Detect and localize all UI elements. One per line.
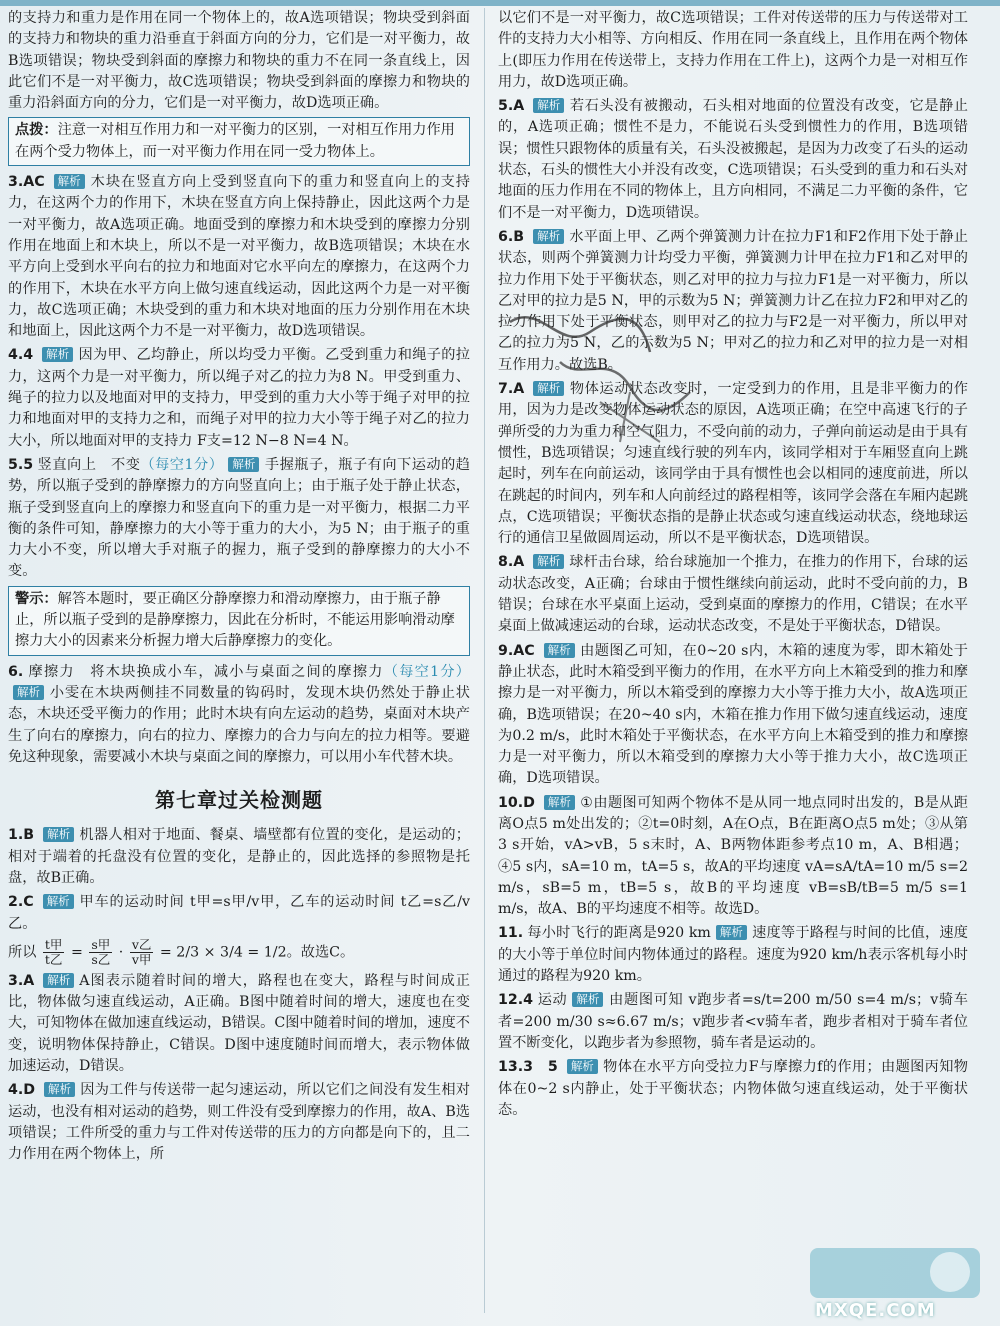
analysis-tag: 解析 — [567, 1059, 598, 1074]
chapter-heading: 第七章过关检测题 — [155, 788, 323, 813]
r-answer-9 — [498, 641, 968, 790]
answer-4 — [8, 345, 470, 451]
right-column — [498, 8, 968, 1124]
r-answer-8-label: 8.A — [498, 554, 525, 571]
r-answer-8-text: 球杆击台球，给台球施加一个推力，在推力的作用下，台球的运动状态改变，A正确；台球由于惯性继续向前运动，此时不受向前的力，B错误；台球在水平桌面上运动，受到桌面的摩擦力的作用，C错误；在水平桌面上做减速运动的台球，运动状态改变，不是处于平衡状态，D错误。 — [498, 554, 968, 635]
chapter-answer-3-text: A图表示随着时间的增大，路程也在变大，路程与时间成正比，物体做匀速直线运动，A正确。B图中随着时间的增大，速度也在变大，可知物体在做加速直线运动，B错误。C图中随着时间的增加，速度不变，说明物体保持静止，C错误。D图中速度随时间而增大，表示物体做加速运动，D错误。 — [8, 972, 470, 1075]
chapter-answer-4-text: 因为工件与传送带一起匀速运动，所以它们之间没有发生相对运动，也没有相对运动的趋势，则工件没有受到摩擦力的作用，故A、B选项错误；工件所受的重力与工件对传送带的压力的方向都是向下的，且二力作用在两个物体上，所 — [8, 1082, 470, 1163]
answer-3-label: 3.AC — [8, 174, 45, 191]
r-answer-7 — [498, 379, 968, 549]
chapter-answer-1-label: 1.B — [8, 827, 35, 844]
analysis-tag: 解析 — [43, 894, 74, 909]
r-answer-7-text: 物体运动状态改变时，一定受到力的作用，且是非平衡力的作用，因为力是改变物体运动状态的原因，A选项正确；在空中高速飞行的子弹所受的力为重力和空气阻力，不受向前的动力，子弹向前运动是由于具有惯性，B选项错误；匀速直线行驶的列车内，该同学相对于车厢竖直向上跳起时，列车在向前运动，该同学由于具有惯性也会以相同的速度前进，所以在跳起的时间内，列车和人向前经过的路程相等，该同学会落在车厢内起跳点，C选项错误；平衡状态指的是静止状态或匀速直线运动状态，绕地球运行的通信卫星做圆周运动，所以不是平衡状态，D选项错误。 — [498, 381, 968, 547]
r-answer-6-text: 水平面上甲、乙两个弹簧测力计在拉力F1和F2作用下处于静止状态，则两个弹簧测力计均受力平衡，弹簧测力计甲在拉力F1和乙对甲的拉力作用下处于平衡状态，则乙对甲的拉力与拉力F1是一对平衡力，所以乙对甲的拉力是5 N，甲的示数为5 N；弹簧测力计乙在拉力F2和甲对乙的拉力作用下处于平衡状态，则甲对乙的拉力与F2是一对平衡力，所以甲对乙的拉力为5 N，乙的示数为5 N；甲对乙的拉力和乙对甲的拉力是一对相互作用力。故选B。 — [498, 228, 968, 373]
formula-so: 所以 — [8, 944, 37, 961]
chapter-answer-4 — [8, 1080, 470, 1165]
answer-6-blank: 摩擦力 将木块换成小车，减小与桌面之间的摩擦力 — [27, 663, 384, 680]
right-para-1: 以它们不是一对平衡力，故C选项错误；工件对传送带的压力与传送带对工件的支持力大小相等、方向相反、作用在同一条直线上，且作用在两个物体上(即压力作用在传送带上，支持力作用在工件上)，这两个力是一对相互作用力，故D选项正确。 — [498, 10, 968, 90]
chapter-answer-2-text: 甲车的运动时间 t甲=s甲/v甲，乙车的运动时间 t乙=s乙/v乙。 — [8, 894, 470, 932]
r-answer-7-label: 7.A — [498, 381, 525, 398]
chapter-answer-2 — [8, 892, 470, 935]
r-answer-9-label: 9.AC — [498, 642, 535, 659]
warning-text: 解答本题时，要正确区分静摩擦力和滑动摩擦力，由于瓶子静止，所以瓶子受到的是静摩擦力，因此在分析时，不能运用影响滑动摩擦力大小的因素来分析握力增大后静摩擦力的变化。 — [15, 590, 455, 650]
r-answer-10-label: 10.D — [498, 794, 535, 811]
r-answer-8 — [498, 552, 968, 637]
analysis-tag: 解析 — [43, 827, 74, 842]
watermark-text: MXQE.COM — [815, 1300, 936, 1321]
answer-4-text: 因为甲、乙均静止，所以均受力平衡。乙受到重力和绳子的拉力，这两个力是一对平衡力，所以绳子对乙的拉力为8 N。甲受到重力、绳子的拉力以及地面对甲的支持力，甲受到的重力大小等于绳子对甲的拉力和地面对甲的支持力之和，而绳子对甲的拉力大小等于绳子对乙的拉力大小，所以地面对甲的支持力 F支=12 N−8 N=4 N。 — [8, 347, 470, 449]
fraction-s-ratio: s甲 s乙 — [91, 936, 111, 967]
fraction-v-ratio: v乙 v甲 — [131, 936, 152, 967]
warning-box — [8, 586, 470, 656]
left-para-1: 的支持力和重力是作用在同一个物体上的，故A选项错误；物块受到斜面的支持力和物块的重力沿垂直于斜面方向的分力，它们是一对平衡力，故B选项错误；物块受到斜面的摩擦力和物块的重力不在同一条直线上，因此它们不是一对平衡力，故C选项错误；物块受到斜面的摩擦力和物块的重力沿斜面方向的分力，它们是一对平衡力，故D选项正确。 — [8, 10, 470, 112]
analysis-tag: 解析 — [572, 992, 603, 1007]
r-answer-9-text: 由题图乙可知，在0~20 s内，木箱的速度为零，即木箱处于静止状态，此时木箱受到平衡力的作用，在水平方向上木箱受到的推力和摩擦力是一对平衡力，所以木箱受到的摩擦力大小等于推力大小，故A选项正确，B选项错误；在20~40 s内，木箱在推力作用下做匀速直线运动，速度为0.2 m/s，此时木箱处于平衡状态，在水平方向上木箱受到的推力和摩擦力是一对平衡力，所以木箱受到的摩擦力大小等于推力大小，故C选项正确，D选项错误。 — [498, 642, 968, 787]
fraction-t-ratio: t甲 t乙 — [44, 936, 63, 967]
r-answer-6-label: 6.B — [498, 228, 525, 245]
r-answer-12 — [498, 990, 968, 1054]
answer-5-text: 手握瓶子，瓶子有向下运动的趋势，所以瓶子受到的静摩擦力的方向竖直向上；由于瓶子处于静止状态，瓶子受到竖直向上的摩擦力和竖直向下的重力是一对平衡力，根据二力平衡的条件可知，静摩擦力的大小等于重力的大小，为5 N；由于瓶子的重力大小不变，所以增大手对瓶子的握力，瓶子受到的静摩擦力的大小不变。 — [8, 456, 470, 580]
left-column — [8, 8, 470, 1169]
ratio-formula: 所以 t甲 t乙 = s甲 s乙 · v乙 v甲 = 2/3 × 3/4 = 1/2。故选C。 — [8, 936, 355, 967]
r-answer-12-blank: 运动 — [537, 992, 568, 1009]
r-answer-12-text: 由题图可知 v跑步者=s/t=200 m/50 s=4 m/s；v骑车者=200 m/30 s≈6.67 m/s；v跑步者<v骑车者，跑步者相对于骑车者位置不断变化，以跑步者为参照物，骑车者是运动的。 — [498, 992, 968, 1051]
answer-5-note: （每空1分） — [140, 456, 224, 473]
answer-4-label: 4.4 — [8, 347, 34, 364]
answer-6 — [8, 662, 470, 768]
r-answer-6 — [498, 227, 968, 376]
r-answer-11-blank: 每小时飞行的距离是920 km — [527, 925, 711, 942]
analysis-tag: 解析 — [533, 229, 564, 244]
chapter-answer-1-text: 机器人相对于地面、餐桌、墙壁都有位置的变化，是运动的；相对于端着的托盘没有位置的变化，是静止的，因此选择的参照物是托盘，故B正确。 — [8, 827, 470, 886]
analysis-tag: 解析 — [13, 685, 44, 700]
r-answer-13 — [498, 1057, 968, 1121]
tip-keyword: 点拨： — [15, 122, 58, 139]
warning-keyword: 警示： — [15, 590, 58, 607]
analysis-tag: 解析 — [54, 174, 85, 189]
analysis-tag: 解析 — [533, 381, 564, 396]
answer-6-text: 小雯在木块两侧挂不同数量的钩码时，发现木块仍然处于静止状态，木块还受平衡力的作用；此时木块有向左运动的趋势，桌面对木块产生了向右的摩擦力，向右的拉力、摩擦力的合力与向左的拉力相等。要避免这种现象，需要减小木块与桌面之间的摩擦力，可以用小车代替木块。 — [8, 684, 470, 765]
r-answer-10 — [498, 793, 968, 921]
answer-6-note: （每空1分） — [383, 663, 470, 680]
r-answer-13-label: 13.3 5 — [498, 1059, 558, 1076]
analysis-tag: 解析 — [228, 457, 259, 472]
answer-3-text: 木块在竖直方向上受到竖直向下的重力和竖直向上的支持力，在这两个力的作用下，木块在竖直方向上保持静止，因此这两个力是一对平衡力，故A选项正确。地面受到的摩擦力和木块受到的摩擦力分别作用在地面上和木块上，所以不是一对平衡力，故B选项错误；木块在水平方向上受到水平向右的拉力和地面对它水平向左的摩擦力，在这两个力的作用下，木块在水平方向上做匀速直线运动，因此这两个力是一对平衡力，故C选项正确；木块受到的重力和木块对地面的压力分别作用在木块和地面上，因此这两个力不是一对平衡力，故D选项错误。 — [8, 174, 470, 340]
top-bar — [0, 0, 1000, 6]
chapter-answer-4-label: 4.D — [8, 1082, 36, 1099]
r-answer-5-label: 5.A — [498, 98, 525, 115]
r-answer-5-text: 若石头没有被搬动，石头相对地面的位置没有改变，它是静止的，A选项正确；惯性不是力，不能说石头受到惯性力的作用，B选项错误；惯性只跟物体的质量有关，石头没被搬起，是因为力改变了石头的运动状态，石头的惯性大小并没有改变，C选项错误；石头受到的重力和石头对地面的压力作用在不同的物体上，且方向相同，不满足二力平衡的条件，它们不是一对平衡力，D选项错误。 — [498, 98, 968, 221]
r-answer-5 — [498, 96, 968, 224]
analysis-tag: 解析 — [44, 1082, 75, 1097]
answer-6-label: 6. — [8, 663, 24, 680]
analysis-tag: 解析 — [42, 347, 73, 362]
analysis-tag: 解析 — [533, 554, 564, 569]
r-answer-10-text: ①由题图可知两个物体不是从同一地点同时出发的，B是从距离O点5 m处出发的；②t=0时刻，A在O点，B在距离O点5 m处；③从第3 s开始，vA>vB，5 s末时，A、B两物体距参考点10 m，A、B相遇；④5 s内，sA=10 m，tA=5 s，故A的平均速度 vA=sA/tA=10 m/5 s=2 m/s，sB=5 m，tB=5 s，故B的平均速度 vB=sB/tB=5 m/5 s=1 m/s，故A、B的平均速度不相等。故选D。 — [498, 794, 968, 918]
r-answer-12-label: 12.4 — [498, 992, 534, 1009]
analysis-tag: 解析 — [716, 925, 747, 940]
formula-result: = 2/3 × 3/4 = 1/2。故选C。 — [159, 944, 355, 961]
tip-box — [8, 117, 470, 166]
analysis-tag: 解析 — [544, 795, 575, 810]
r-answer-11 — [498, 923, 968, 987]
chapter-answer-1 — [8, 825, 470, 889]
answer-5-label: 5.5 — [8, 456, 34, 473]
chapter-answer-3-label: 3.A — [8, 972, 35, 989]
analysis-tag: 解析 — [544, 643, 575, 658]
column-divider — [484, 8, 485, 1313]
answer-5-blank: 竖直向上 不变 — [37, 456, 141, 473]
r-answer-11-text: 速度等于路程与时间的比值，速度的大小等于单位时间内物体通过的路程。速度为920 km/h表示客机每小时通过的路程为920 km。 — [498, 925, 968, 985]
r-answer-11-label: 11. — [498, 925, 524, 942]
chapter-answer-2-label: 2.C — [8, 894, 34, 911]
analysis-tag: 解析 — [533, 98, 564, 113]
answer-3 — [8, 172, 470, 342]
answer-5 — [8, 455, 470, 583]
r-answer-13-text: 物体在水平方向受拉力F与摩擦力f的作用；由题图丙知物体在0~2 s内静止，处于平衡状态；内物体做匀速直线运动，处于平衡状态。 — [498, 1059, 968, 1118]
analysis-tag: 解析 — [43, 973, 74, 988]
tip-text: 注意一对相互作用力和一对平衡力的区别，一对相互作用力作用在两个受力物体上，而一对平衡力作用在同一受力物体上。 — [15, 122, 455, 160]
chapter-answer-3 — [8, 971, 470, 1077]
